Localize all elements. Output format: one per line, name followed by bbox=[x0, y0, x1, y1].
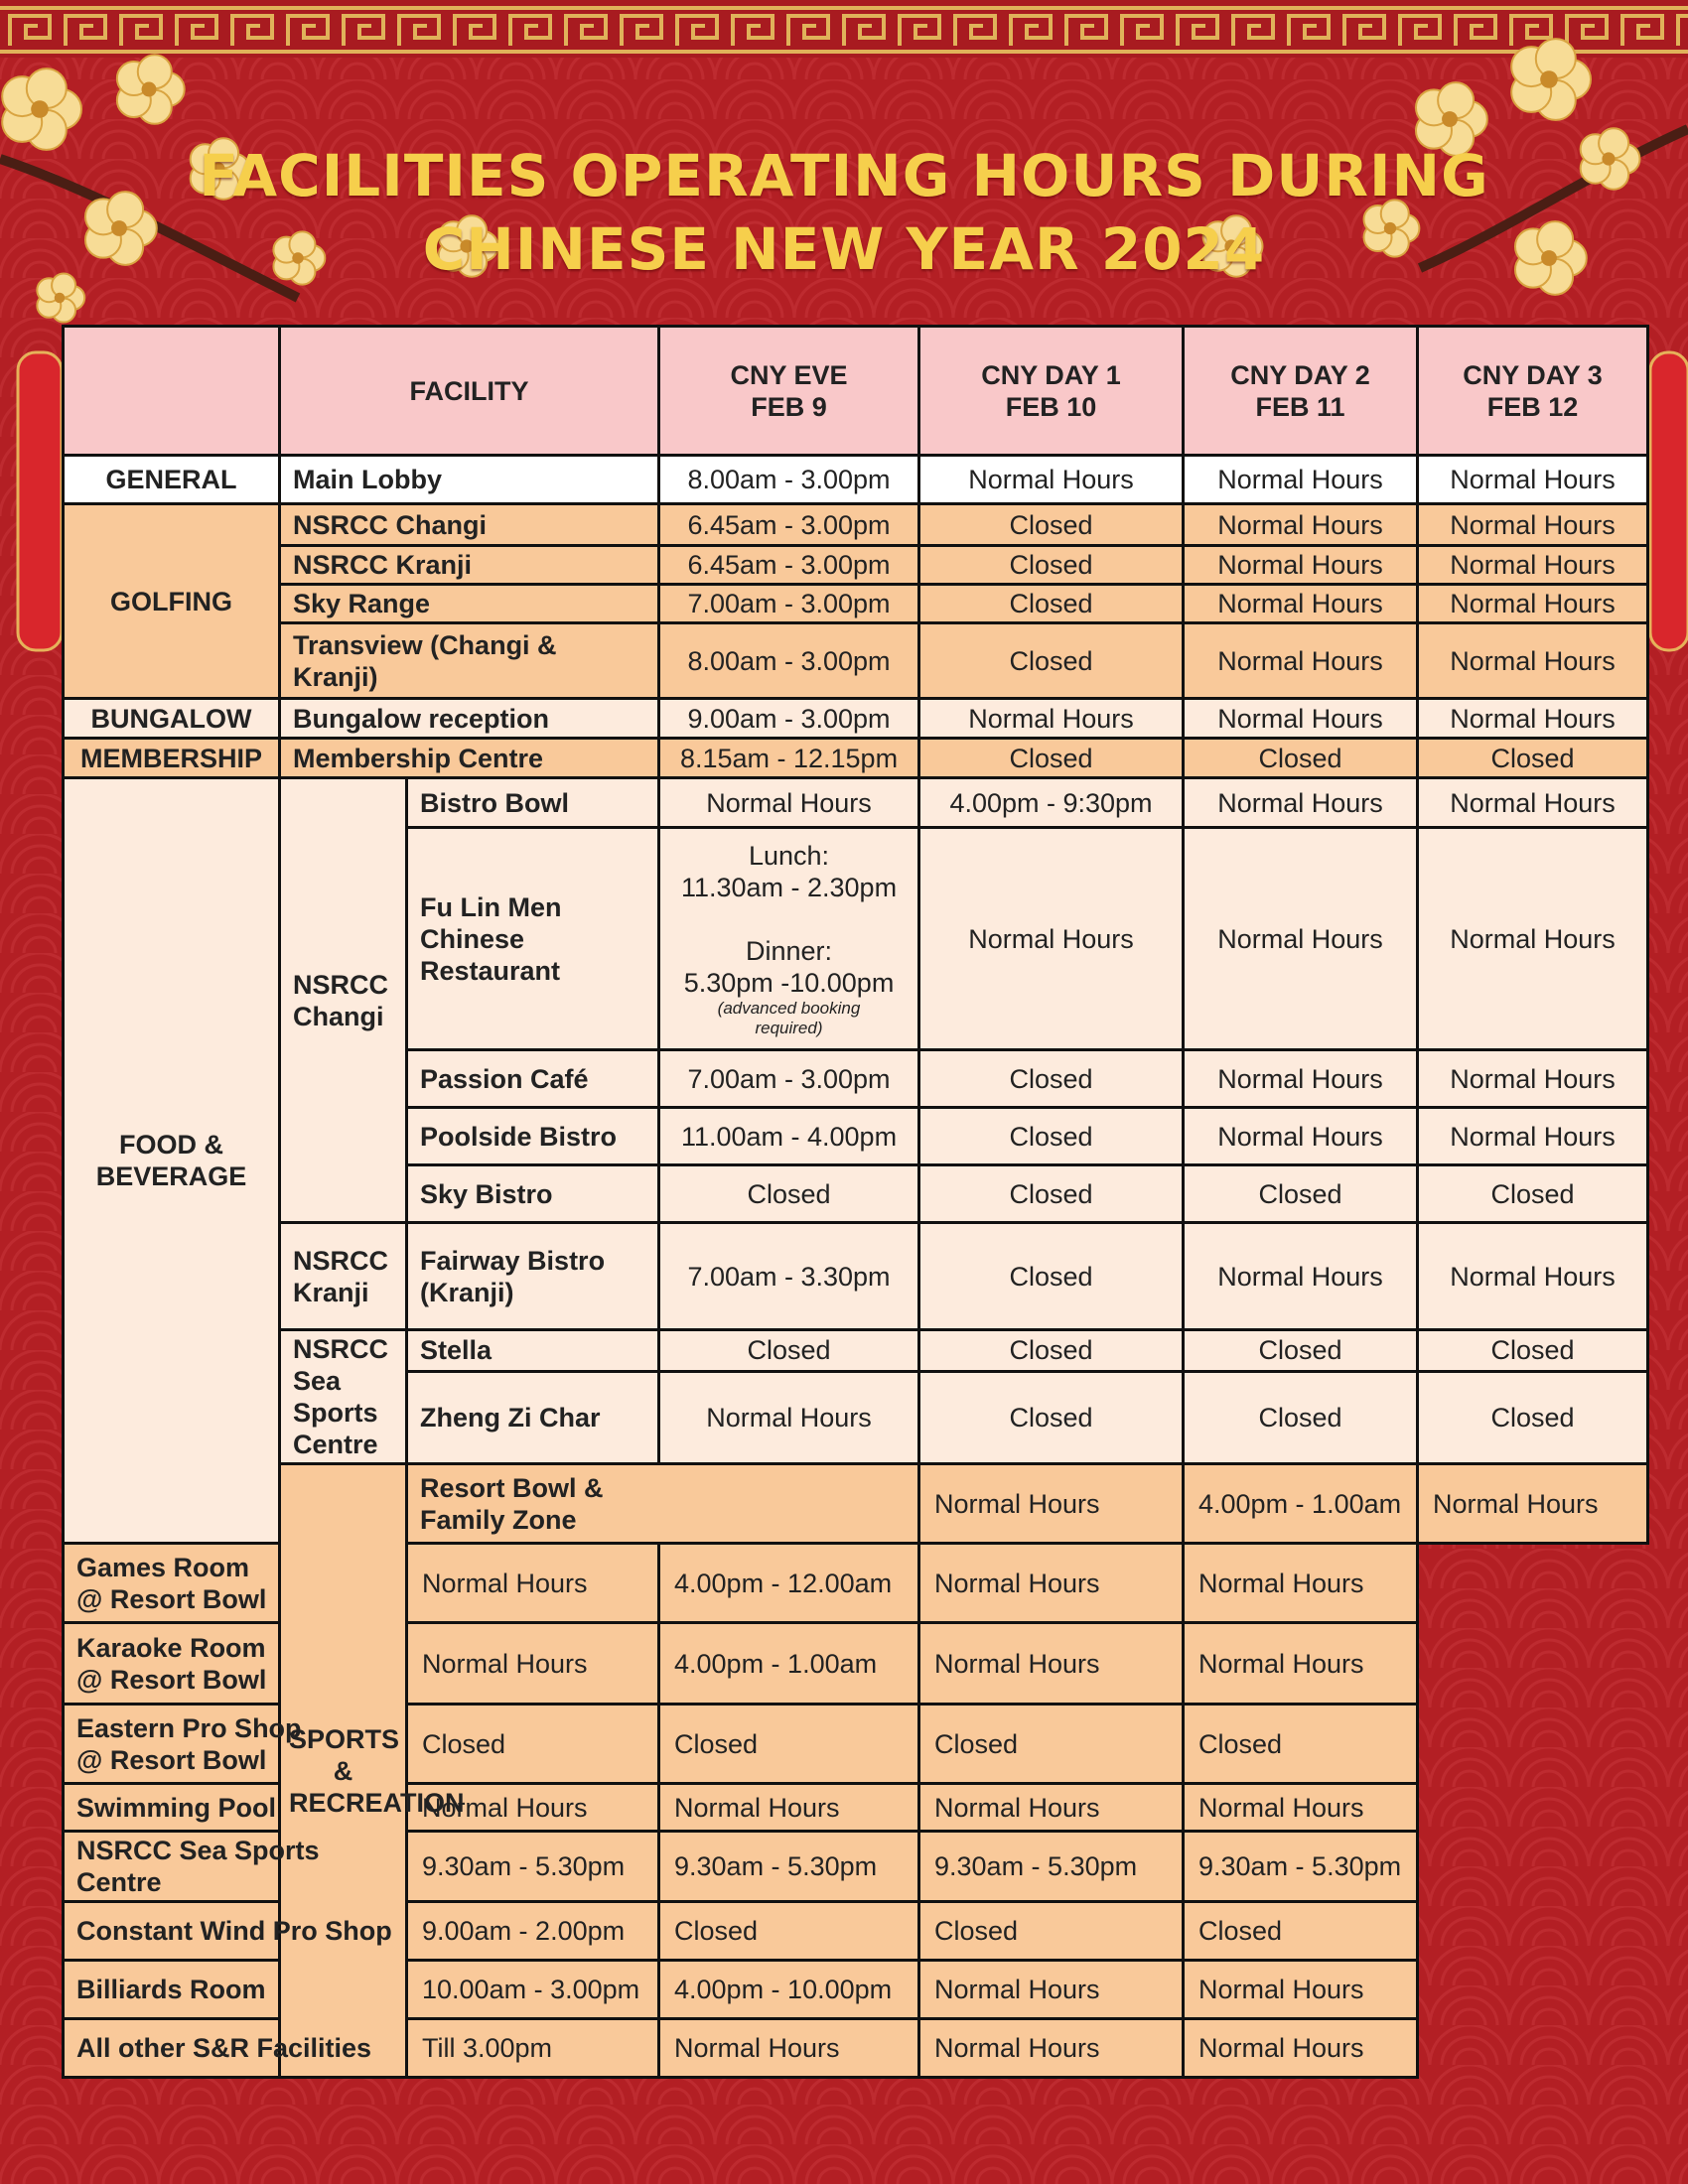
header-col2-line2: FEB 10 bbox=[1005, 391, 1097, 422]
hours-cny-day2: Normal Hours bbox=[1184, 778, 1418, 828]
header-col3-line1: CNY DAY 2 bbox=[1230, 359, 1370, 390]
hours-cny-day1: 4.00pm - 12.00am bbox=[659, 1544, 919, 1623]
category-line2: BEVERAGE bbox=[95, 1161, 247, 1191]
hours-cny-eve: 7.00am - 3.00pm bbox=[659, 1050, 919, 1108]
category-food-beverage bbox=[64, 778, 280, 1544]
hours-cny-day1: Closed bbox=[919, 623, 1184, 699]
facility-name: Stella bbox=[407, 1330, 659, 1372]
operating-hours-table bbox=[62, 325, 1649, 2079]
header-row bbox=[64, 327, 1648, 456]
hours-cny-day1: Closed bbox=[919, 1165, 1184, 1223]
hours-cny-eve: 8.15am - 12.15pm bbox=[659, 739, 919, 778]
hours-cny-eve: 8.00am - 3.00pm bbox=[659, 456, 919, 504]
hours-cny-eve: 11.00am - 4.00pm bbox=[659, 1108, 919, 1165]
booking-note-line1: (advanced booking bbox=[717, 998, 861, 1018]
hours-cny-day1: Closed bbox=[919, 1223, 1184, 1330]
facility-name-line1: Games Room bbox=[76, 1552, 250, 1582]
hours-cny-day1: Closed bbox=[919, 585, 1184, 623]
table-row bbox=[64, 1544, 1648, 1623]
facility-name bbox=[407, 1223, 659, 1330]
hours-cny-day3: 9.30am - 5.30pm bbox=[1184, 1832, 1418, 1902]
hours-cny-day2: Normal Hours bbox=[1184, 1108, 1418, 1165]
table-row bbox=[64, 778, 1648, 828]
hours-cny-day3: Closed bbox=[1184, 1705, 1418, 1784]
facility-name bbox=[280, 623, 659, 699]
hours-cny-day3: Normal Hours bbox=[1418, 546, 1648, 585]
header-cny-eve bbox=[659, 327, 919, 456]
hours-cny-day3: Normal Hours bbox=[1184, 1544, 1418, 1623]
header-facility: FACILITY bbox=[280, 327, 659, 456]
facility-name: Main Lobby bbox=[280, 456, 659, 504]
hours-cny-day2: Normal Hours bbox=[1184, 456, 1418, 504]
hours-cny-day3: Normal Hours bbox=[1418, 504, 1648, 546]
table-row bbox=[64, 1330, 1648, 1372]
facility-name: Poolside Bistro bbox=[407, 1108, 659, 1165]
header-blank bbox=[64, 327, 280, 456]
hours-cny-eve: Normal Hours bbox=[659, 778, 919, 828]
hours-cny-day3: Normal Hours bbox=[1418, 456, 1648, 504]
subgroup-line1: NSRCC bbox=[293, 969, 389, 1000]
hours-cny-day3: Normal Hours bbox=[1184, 2019, 1418, 2078]
subgroup-line3: Sports bbox=[293, 1398, 378, 1428]
subgroup-line1: NSRCC bbox=[293, 1334, 389, 1364]
subgroup-nsrcc-sea-sports-centre bbox=[280, 1330, 407, 1464]
category-bungalow: BUNGALOW bbox=[64, 699, 280, 739]
hours-cny-eve: Till 3.00pm bbox=[407, 2019, 659, 2078]
hours-cny-eve: Closed bbox=[407, 1705, 659, 1784]
header-col1-line2: FEB 9 bbox=[751, 391, 827, 422]
facility-name-line1: Resort Bowl & bbox=[420, 1472, 604, 1503]
subgroup-nsrcc-kranji bbox=[280, 1223, 407, 1330]
table-row bbox=[64, 739, 1648, 778]
facility-name-line2: Family Zone bbox=[420, 1504, 577, 1535]
facility-name bbox=[64, 1544, 407, 1623]
hours-cny-day2: Closed bbox=[1184, 739, 1418, 778]
hours-cny-day3: Normal Hours bbox=[1418, 1050, 1648, 1108]
table-row bbox=[64, 456, 1648, 504]
hours-cny-day2: Normal Hours bbox=[1184, 699, 1418, 739]
table-row bbox=[64, 1464, 1648, 1544]
header-col1-line1: CNY EVE bbox=[730, 359, 848, 390]
hours-cny-day2: Normal Hours bbox=[1184, 546, 1418, 585]
hours-cny-day1: 9.30am - 5.30pm bbox=[659, 1832, 919, 1902]
table-row bbox=[64, 1961, 1648, 2019]
facility-name: Constant Wind Pro Shop bbox=[64, 1902, 407, 1961]
facility-name: NSRCC Sea Sports Centre bbox=[64, 1832, 407, 1902]
hours-cny-day3: Closed bbox=[1418, 1165, 1648, 1223]
hours-cny-day3: Normal Hours bbox=[1184, 1623, 1418, 1705]
facility-name-line3: Restaurant bbox=[420, 955, 561, 986]
hours-cny-day1: Closed bbox=[659, 1902, 919, 1961]
facility-name bbox=[64, 1623, 407, 1705]
category-line1: SPORTS & bbox=[289, 1723, 400, 1786]
hours-cny-day2: Normal Hours bbox=[919, 1623, 1184, 1705]
hours-cny-day3: Normal Hours bbox=[1418, 1223, 1648, 1330]
facility-name-line1: Karaoke Room bbox=[76, 1632, 266, 1663]
category-golfing: GOLFING bbox=[64, 504, 280, 699]
hours-cny-day2: Normal Hours bbox=[1184, 585, 1418, 623]
hours-cny-eve: Closed bbox=[659, 1165, 919, 1223]
hours-cny-day2: 9.30am - 5.30pm bbox=[919, 1832, 1184, 1902]
hours-cny-day2: Closed bbox=[1184, 1371, 1418, 1463]
facility-name: NSRCC Kranji bbox=[280, 546, 659, 585]
facility-name: Passion Café bbox=[407, 1050, 659, 1108]
facility-name-line2: @ Resort Bowl bbox=[76, 1583, 267, 1614]
hours-cny-day2: Normal Hours bbox=[1184, 1223, 1418, 1330]
hours-cny-day1: 4.00pm - 1.00am bbox=[659, 1623, 919, 1705]
subgroup-line2: Kranji bbox=[293, 1277, 369, 1307]
header-col4-line1: CNY DAY 3 bbox=[1463, 359, 1603, 390]
hours-cny-day1: Closed bbox=[659, 1705, 919, 1784]
hours-cny-day3: Normal Hours bbox=[1418, 623, 1648, 699]
table-row bbox=[64, 585, 1648, 623]
hours-cny-day2: Normal Hours bbox=[919, 1544, 1184, 1623]
hours-cny-day3: Normal Hours bbox=[1418, 1108, 1648, 1165]
facility-name-line1: Fu Lin Men bbox=[420, 891, 562, 922]
facility-name-line1: Eastern Pro Shop bbox=[76, 1712, 302, 1743]
facility-name: Sky Range bbox=[280, 585, 659, 623]
hours-cny-day1: Closed bbox=[919, 1371, 1184, 1463]
subgroup-nsrcc-changi bbox=[280, 778, 407, 1223]
hours-cny-eve: 6.45am - 3.00pm bbox=[659, 504, 919, 546]
table-row bbox=[64, 699, 1648, 739]
facility-name: Bungalow reception bbox=[280, 699, 659, 739]
hours-cny-day1: 4.00pm - 10.00pm bbox=[659, 1961, 919, 2019]
facility-name-line2: (Kranji) bbox=[420, 1277, 514, 1307]
subgroup-line2: Changi bbox=[293, 1001, 384, 1031]
hours-cny-day1: Closed bbox=[919, 546, 1184, 585]
hours-cny-day2: Closed bbox=[919, 1902, 1184, 1961]
hours-cny-day3: Normal Hours bbox=[1418, 778, 1648, 828]
hours-cny-day3: Normal Hours bbox=[1418, 585, 1648, 623]
hours-cny-day2: Normal Hours bbox=[1184, 504, 1418, 546]
hours-cny-day3: Closed bbox=[1184, 1902, 1418, 1961]
category-general: GENERAL bbox=[64, 456, 280, 504]
facility-name: Sky Bistro bbox=[407, 1165, 659, 1223]
facility-name: Zheng Zi Char bbox=[407, 1371, 659, 1463]
hours-cny-eve: Normal Hours bbox=[407, 1544, 659, 1623]
dinner-label: Dinner: bbox=[745, 935, 833, 966]
booking-note bbox=[668, 999, 910, 1038]
hours-cny-eve: Normal Hours bbox=[659, 1371, 919, 1463]
title-line-2: CHINESE NEW YEAR 2024 bbox=[422, 215, 1266, 283]
hours-cny-day2: Closed bbox=[919, 1705, 1184, 1784]
subgroup-line1: NSRCC bbox=[293, 1245, 389, 1276]
hours-cny-eve: 8.00am - 3.00pm bbox=[659, 623, 919, 699]
facility-name: Swimming Pool bbox=[64, 1784, 407, 1832]
hours-cny-eve bbox=[659, 828, 919, 1050]
hours-cny-day2: Normal Hours bbox=[919, 2019, 1184, 2078]
lunch-label: Lunch: bbox=[748, 840, 830, 871]
title-line-1: FACILITIES OPERATING HOURS DURING bbox=[199, 142, 1489, 209]
table-row bbox=[64, 1623, 1648, 1705]
hours-cny-day2: Normal Hours bbox=[1418, 1464, 1648, 1544]
hours-cny-day3: Normal Hours bbox=[1418, 828, 1648, 1050]
table-row bbox=[64, 1902, 1648, 1961]
hours-cny-day1: 4.00pm - 1.00am bbox=[1184, 1464, 1418, 1544]
booking-note-line2: required) bbox=[755, 1018, 823, 1037]
hours-cny-eve: Closed bbox=[659, 1330, 919, 1372]
hours-cny-day2: Normal Hours bbox=[1184, 1050, 1418, 1108]
category-membership: MEMBERSHIP bbox=[64, 739, 280, 778]
facility-name: Membership Centre bbox=[280, 739, 659, 778]
table-row bbox=[64, 1832, 1648, 1902]
facility-name-line2: @ Resort Bowl bbox=[76, 1664, 267, 1695]
table-row bbox=[64, 623, 1648, 699]
header-cny-day3 bbox=[1418, 327, 1648, 456]
hours-cny-day1: Closed bbox=[919, 1050, 1184, 1108]
hours-cny-day2: Normal Hours bbox=[919, 1784, 1184, 1832]
hours-cny-eve: 7.00am - 3.00pm bbox=[659, 585, 919, 623]
facility-name-line2: Chinese bbox=[420, 923, 525, 954]
category-line1: FOOD & bbox=[119, 1130, 223, 1160]
dinner-time: 5.30pm -10.00pm bbox=[683, 967, 895, 998]
hours-cny-day2: Closed bbox=[1184, 1165, 1418, 1223]
hours-cny-day3: Normal Hours bbox=[1418, 699, 1648, 739]
hours-cny-day1: Normal Hours bbox=[919, 456, 1184, 504]
facility-name bbox=[407, 828, 659, 1050]
header-col2-line1: CNY DAY 1 bbox=[981, 359, 1121, 390]
hours-cny-eve: 10.00am - 3.00pm bbox=[407, 1961, 659, 2019]
hours-cny-day1: Normal Hours bbox=[659, 1784, 919, 1832]
hours-cny-day1: Normal Hours bbox=[919, 699, 1184, 739]
facility-name: NSRCC Changi bbox=[280, 504, 659, 546]
hours-cny-day3: Closed bbox=[1418, 1330, 1648, 1372]
subgroup-line2: Sea bbox=[293, 1366, 342, 1396]
hours-cny-day3: Closed bbox=[1418, 1371, 1648, 1463]
facility-name: All other S&R Facilities bbox=[64, 2019, 407, 2078]
hours-cny-eve: 6.45am - 3.00pm bbox=[659, 546, 919, 585]
facility-name bbox=[407, 1464, 919, 1544]
hours-cny-day3: Closed bbox=[1418, 739, 1648, 778]
hours-cny-day1: Normal Hours bbox=[659, 2019, 919, 2078]
hours-cny-day2: Closed bbox=[1184, 1330, 1418, 1372]
category-line2: RECREATION bbox=[289, 1787, 465, 1818]
hours-cny-day3: Normal Hours bbox=[1184, 1961, 1418, 2019]
hours-cny-day2: Normal Hours bbox=[1184, 623, 1418, 699]
hours-cny-day1: Closed bbox=[919, 739, 1184, 778]
header-col3-line2: FEB 11 bbox=[1255, 391, 1345, 422]
table-row bbox=[64, 546, 1648, 585]
hours-cny-day1: 4.00pm - 9:30pm bbox=[919, 778, 1184, 828]
facility-name-line1: Transview (Changi & bbox=[293, 629, 557, 660]
table-row bbox=[64, 1223, 1648, 1330]
table-row bbox=[64, 504, 1648, 546]
hours-cny-eve: 9.30am - 5.30pm bbox=[407, 1832, 659, 1902]
facility-name-line2: @ Resort Bowl bbox=[76, 1744, 267, 1775]
hours-cny-eve: Normal Hours bbox=[407, 1784, 659, 1832]
hours-cny-eve: 9.00am - 2.00pm bbox=[407, 1902, 659, 1961]
subgroup-line4: Centre bbox=[293, 1430, 378, 1459]
hours-cny-day2: Normal Hours bbox=[1184, 828, 1418, 1050]
hours-cny-day2: Normal Hours bbox=[919, 1961, 1184, 2019]
header-cny-day2 bbox=[1184, 327, 1418, 456]
facility-name: Bistro Bowl bbox=[407, 778, 659, 828]
facility-name: Billiards Room bbox=[64, 1961, 407, 2019]
table-row bbox=[64, 2019, 1648, 2078]
hours-cny-eve: Normal Hours bbox=[919, 1464, 1184, 1544]
hours-cny-eve: 7.00am - 3.30pm bbox=[659, 1223, 919, 1330]
hours-cny-day1: Closed bbox=[919, 1330, 1184, 1372]
hours-cny-day1: Normal Hours bbox=[919, 828, 1184, 1050]
hours-cny-day1: Closed bbox=[919, 1108, 1184, 1165]
header-col4-line2: FEB 12 bbox=[1486, 391, 1579, 422]
header-cny-day1 bbox=[919, 327, 1184, 456]
hours-cny-eve: 9.00am - 3.00pm bbox=[659, 699, 919, 739]
lunch-time: 11.30am - 2.30pm bbox=[680, 872, 898, 902]
hours-cny-day1: Closed bbox=[919, 504, 1184, 546]
facility-name-line1: Fairway Bistro bbox=[420, 1245, 606, 1276]
facility-name-line2: Kranji) bbox=[293, 661, 378, 692]
hours-cny-day3: Normal Hours bbox=[1184, 1784, 1418, 1832]
hours-cny-eve: Normal Hours bbox=[407, 1623, 659, 1705]
